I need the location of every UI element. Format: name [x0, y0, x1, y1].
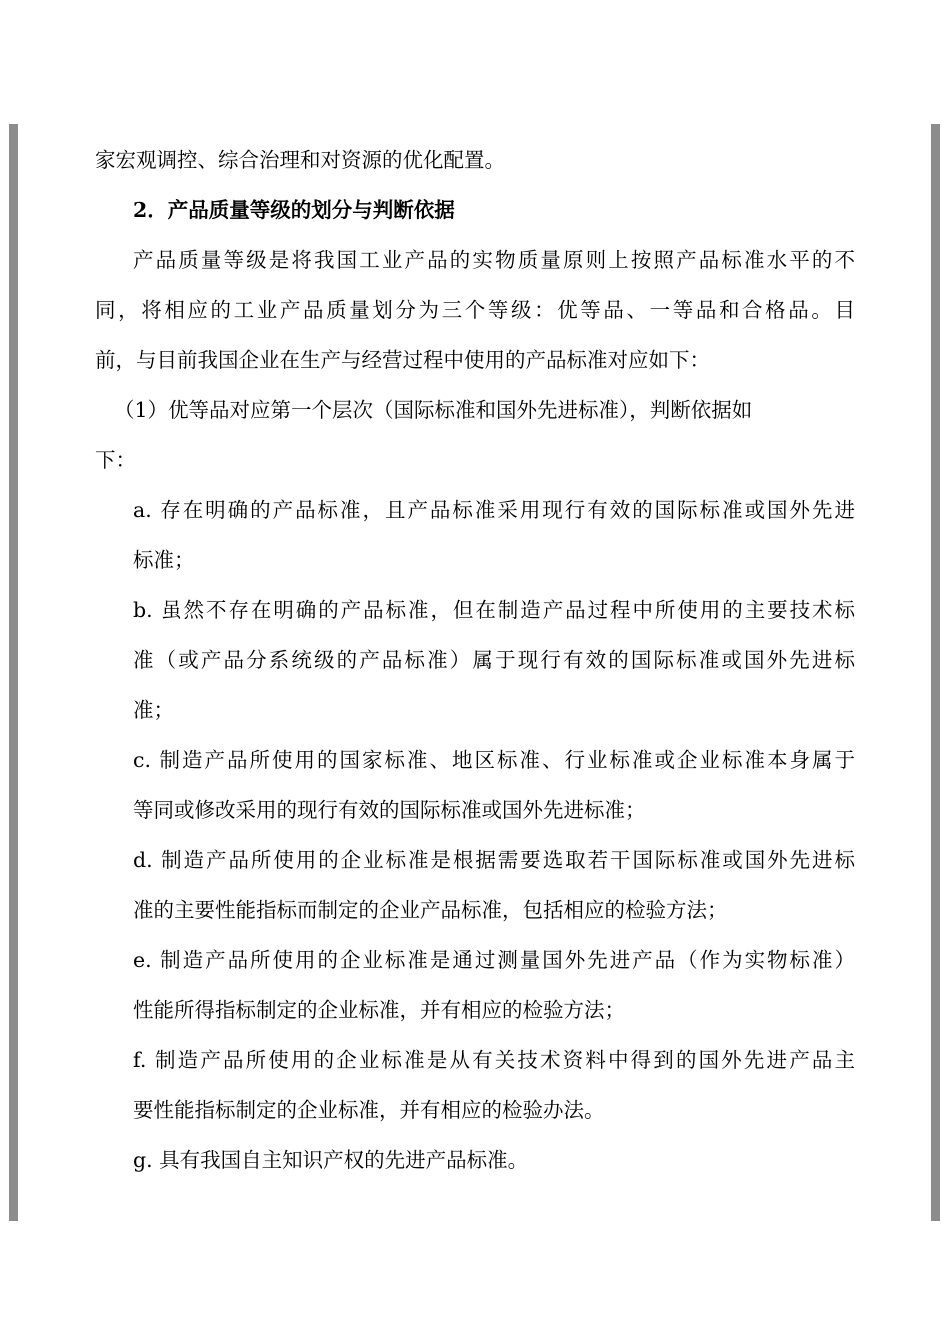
- line-text: g. 具有我国自主知识产权的先进产品标准。: [133, 1148, 529, 1172]
- heading-text: 2．产品质量等级的划分与判断依据: [133, 198, 455, 222]
- paragraph-line: [95, 435, 855, 485]
- list-item-a-line: [95, 535, 855, 585]
- line-text: 标准；: [133, 548, 195, 572]
- document-body: [95, 135, 855, 1185]
- paragraph-line: [95, 335, 855, 385]
- line-text: 家宏观调控、综合治理和对资源的优化配置。: [95, 148, 505, 172]
- line-text: 性能所得指标制定的企业标准，并有相应的检验方法；: [133, 998, 625, 1022]
- line-text: 准；: [133, 698, 174, 722]
- list-item-f-line: f. 制造产品所使用的企业标准是从有关技术资料中得到的国外先进产品主: [133, 1048, 855, 1072]
- paragraph-line: 产品质量等级是将我国工业产品的实物质量原则上按照产品标准水平的不: [133, 248, 855, 272]
- page-right-border: [931, 124, 940, 1221]
- list-item-d-line: d. 制造产品所使用的企业标准是根据需要选取若干国际标准或国外先进标: [133, 848, 855, 872]
- list-item-a-line: a. 存在明确的产品标准，且产品标准采用现行有效的国际标准或国外先进: [133, 498, 855, 522]
- list-item-e-line: [95, 985, 855, 1035]
- section-heading: [95, 185, 855, 235]
- list-item-b-line: [95, 685, 855, 735]
- list-item-f-line: [95, 1085, 855, 1135]
- line-text: （1）优等品对应第一个层次（国际标准和国外先进标准），判断依据如: [114, 398, 753, 422]
- line-text: 下：: [95, 448, 136, 472]
- list-item-b-line: 准（或产品分系统级的产品标准）属于现行有效的国际标准或国外先进标: [133, 648, 855, 672]
- list-item-b-line: b. 虽然不存在明确的产品标准，但在制造产品过程中所使用的主要技术标: [133, 598, 855, 622]
- paragraph-line: [95, 135, 855, 185]
- page-left-border: [9, 124, 18, 1221]
- line-text: 准的主要性能指标而制定的企业产品标准，包括相应的检验方法；: [133, 898, 728, 922]
- line-text: 等同或修改采用的现行有效的国际标准或国外先进标准；: [133, 798, 646, 822]
- line-text: 前，与目前我国企业在生产与经营过程中使用的产品标准对应如下：: [95, 348, 710, 372]
- list-item-c-line: c. 制造产品所使用的国家标准、地区标准、行业标准或企业标准本身属于: [133, 748, 855, 772]
- line-text: 要性能指标制定的企业标准，并有相应的检验办法。: [133, 1098, 605, 1122]
- list-item-c-line: [95, 785, 855, 835]
- list-item-e-line: e. 制造产品所使用的企业标准是通过测量国外先进产品（作为实物标准）: [133, 948, 855, 972]
- list-item-d-line: [95, 885, 855, 935]
- list-item-g-line: [95, 1135, 855, 1185]
- paragraph-line: 同，将相应的工业产品质量划分为三个等级：优等品、一等品和合格品。目: [95, 298, 855, 322]
- list-heading-line: [95, 385, 855, 435]
